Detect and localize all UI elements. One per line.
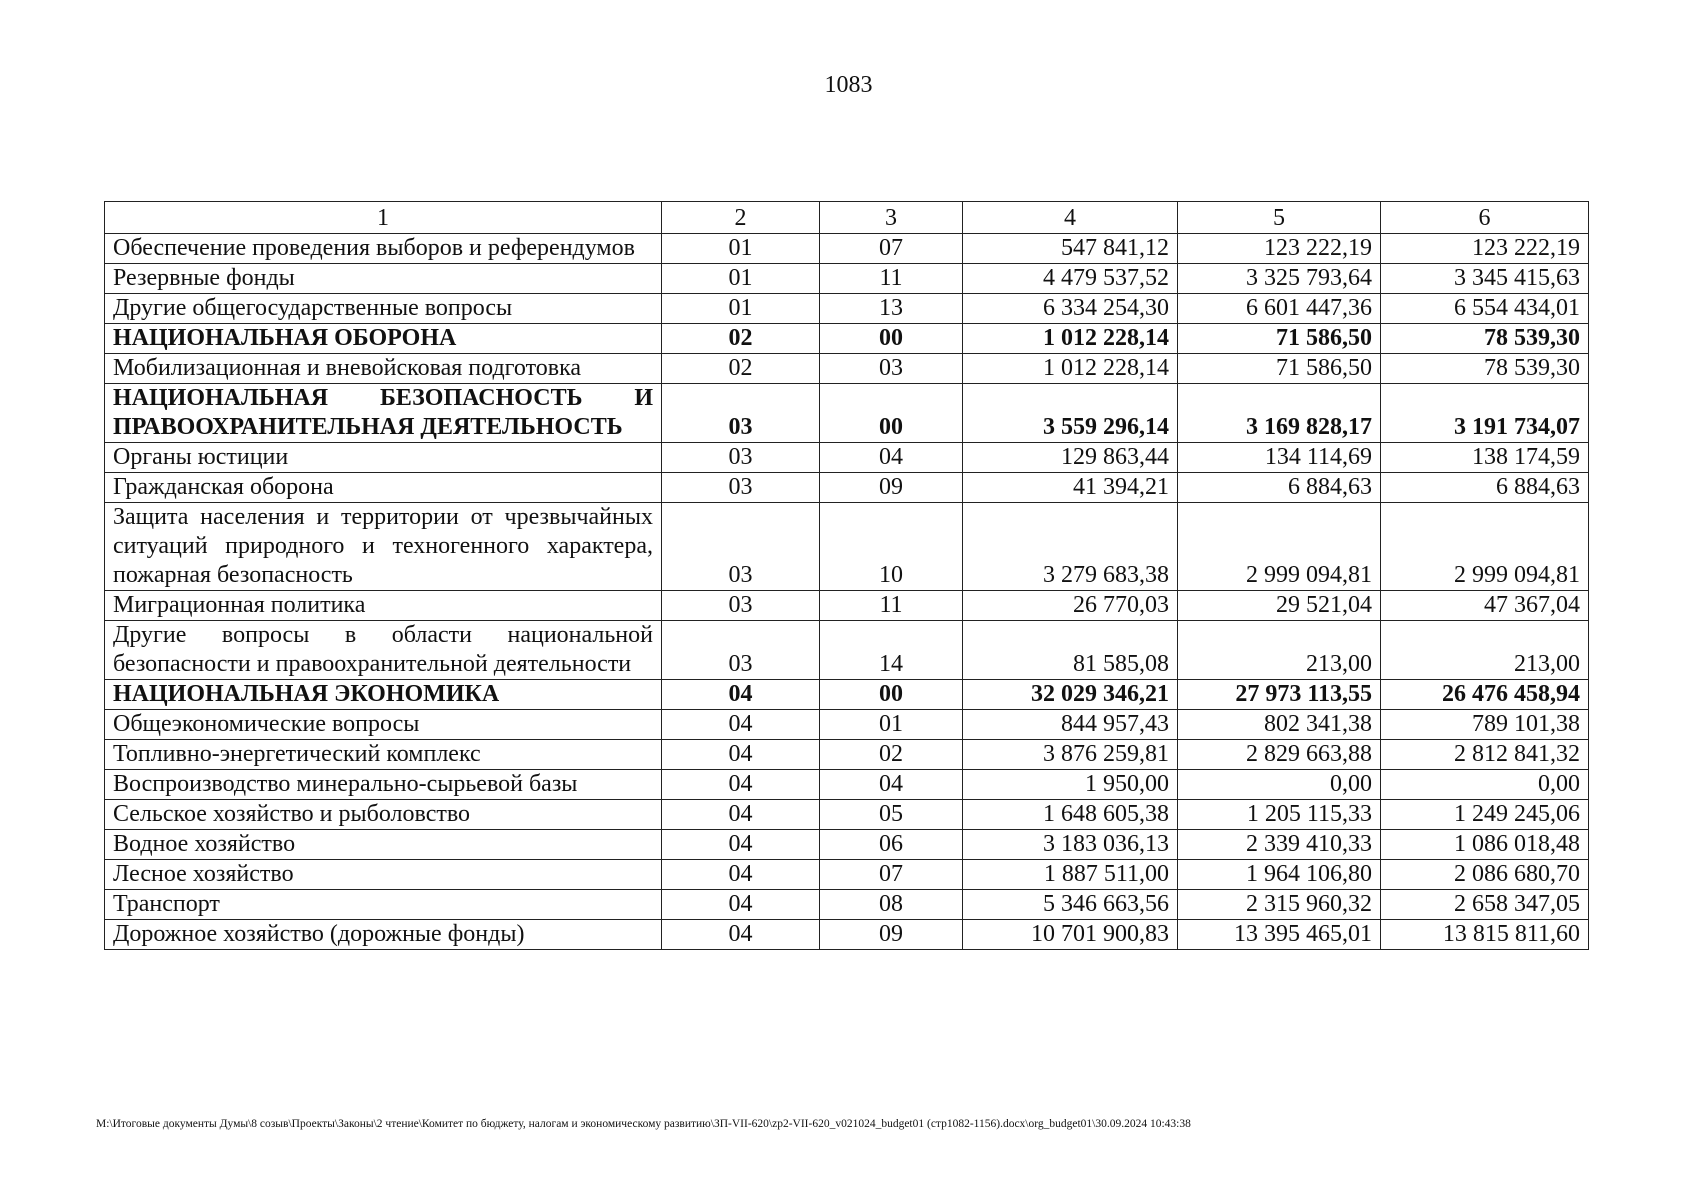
row-section-code: 04 [662,710,820,740]
row-value-col6: 2 812 841,32 [1381,740,1589,770]
row-value-col5: 0,00 [1178,770,1381,800]
row-value-col5: 1 964 106,80 [1178,860,1381,890]
row-name-cell: Транспорт [105,890,662,920]
table-row [105,920,1589,950]
row-value-col5: 3 169 828,17 [1178,384,1381,443]
row-subsection-code: 07 [820,860,963,890]
table-row [105,800,1589,830]
row-value-col4: 6 334 254,30 [963,294,1178,324]
column-header-1: 1 [105,202,662,234]
row-subsection-code: 04 [820,443,963,473]
table-row [105,264,1589,294]
row-value-col4: 1 012 228,14 [963,324,1178,354]
row-section-code: 01 [662,234,820,264]
table-row [105,443,1589,473]
row-name-cell: Сельское хозяйство и рыболовство [105,800,662,830]
row-section-code: 04 [662,830,820,860]
row-section-code: 04 [662,890,820,920]
row-value-col6: 3 191 734,07 [1381,384,1589,443]
row-value-col4: 1 950,00 [963,770,1178,800]
row-value-col5: 213,00 [1178,621,1381,680]
row-name-cell: Органы юстиции [105,443,662,473]
row-value-col6: 47 367,04 [1381,591,1589,621]
row-value-col4: 81 585,08 [963,621,1178,680]
row-value-col6: 213,00 [1381,621,1589,680]
row-section-code: 02 [662,324,820,354]
row-subsection-code: 10 [820,503,963,591]
table-row [105,860,1589,890]
row-value-col4: 5 346 663,56 [963,890,1178,920]
row-section-code: 04 [662,800,820,830]
document-file-path: M:\Итоговые документы Думы\8 созыв\Проекты\Законы\2 чтение\Комитет по бюджету, налогам и экономическому развитию\ЗП-VII-620\zp2-VII-620_v021024_budget01 (стр1082-1156).docx\org_budget01\30.09.2024 10:43:38 [96,1118,1191,1130]
table-row [105,294,1589,324]
row-value-col5: 3 325 793,64 [1178,264,1381,294]
row-value-col5: 134 114,69 [1178,443,1381,473]
table-row [105,591,1589,621]
row-value-col4: 4 479 537,52 [963,264,1178,294]
table-row [105,710,1589,740]
row-section-code: 03 [662,384,820,443]
row-value-col5: 6 884,63 [1178,473,1381,503]
row-subsection-code: 11 [820,591,963,621]
row-subsection-code: 00 [820,680,963,710]
row-value-col5: 2 339 410,33 [1178,830,1381,860]
row-name-cell: Резервные фонды [105,264,662,294]
row-value-col6: 789 101,38 [1381,710,1589,740]
row-section-code: 04 [662,920,820,950]
row-section-code: 02 [662,354,820,384]
row-value-col5: 2 315 960,32 [1178,890,1381,920]
row-section-code: 04 [662,680,820,710]
row-value-col5: 6 601 447,36 [1178,294,1381,324]
row-section-code: 03 [662,591,820,621]
table-body [105,234,1589,950]
row-subsection-code: 00 [820,384,963,443]
row-value-col4: 10 701 900,83 [963,920,1178,950]
row-value-col5: 27 973 113,55 [1178,680,1381,710]
row-name-cell: Воспроизводство минерально-сырьевой базы [105,770,662,800]
row-subsection-code: 06 [820,830,963,860]
row-value-col4: 1 887 511,00 [963,860,1178,890]
row-value-col6: 6 884,63 [1381,473,1589,503]
table-row [105,830,1589,860]
table-row [105,890,1589,920]
row-name-cell: Лесное хозяйство [105,860,662,890]
row-subsection-code: 04 [820,770,963,800]
row-name-cell: НАЦИОНАЛЬНАЯ БЕЗОПАСНОСТЬ И ПРАВООХРАНИТЕЛЬНАЯ ДЕЯТЕЛЬНОСТЬ [105,384,662,443]
table-row [105,354,1589,384]
row-name-cell: Дорожное хозяйство (дорожные фонды) [105,920,662,950]
row-value-col4: 547 841,12 [963,234,1178,264]
row-value-col6: 78 539,30 [1381,324,1589,354]
table-row [105,740,1589,770]
row-value-col6: 26 476 458,94 [1381,680,1589,710]
table-row [105,324,1589,354]
table-row [105,384,1589,443]
row-value-col6: 2 086 680,70 [1381,860,1589,890]
row-value-col4: 32 029 346,21 [963,680,1178,710]
page-number: 1083 [824,72,873,98]
column-header-3: 3 [820,202,963,234]
column-header-2: 2 [662,202,820,234]
table-row [105,680,1589,710]
table-row [105,234,1589,264]
row-value-col6: 1 086 018,48 [1381,830,1589,860]
row-value-col5: 71 586,50 [1178,324,1381,354]
row-subsection-code: 08 [820,890,963,920]
row-value-col6: 138 174,59 [1381,443,1589,473]
row-value-col4: 3 876 259,81 [963,740,1178,770]
row-value-col6: 6 554 434,01 [1381,294,1589,324]
row-section-code: 03 [662,621,820,680]
row-subsection-code: 03 [820,354,963,384]
row-section-code: 01 [662,264,820,294]
row-name-cell: НАЦИОНАЛЬНАЯ ОБОРОНА [105,324,662,354]
row-value-col6: 3 345 415,63 [1381,264,1589,294]
row-section-code: 01 [662,294,820,324]
row-value-col4: 26 770,03 [963,591,1178,621]
row-name-cell: Водное хозяйство [105,830,662,860]
row-value-col6: 0,00 [1381,770,1589,800]
row-subsection-code: 01 [820,710,963,740]
row-value-col6: 78 539,30 [1381,354,1589,384]
row-value-col6: 1 249 245,06 [1381,800,1589,830]
header-row [105,202,1589,234]
row-value-col5: 2 829 663,88 [1178,740,1381,770]
row-value-col4: 3 183 036,13 [963,830,1178,860]
row-name-cell: Общеэкономические вопросы [105,710,662,740]
row-value-col4: 129 863,44 [963,443,1178,473]
row-value-col4: 41 394,21 [963,473,1178,503]
row-value-col4: 1 012 228,14 [963,354,1178,384]
row-name-cell: Другие вопросы в области национальной безопасности и правоохранительной деятельности [105,621,662,680]
row-name-cell: Гражданская оборона [105,473,662,503]
row-subsection-code: 07 [820,234,963,264]
row-subsection-code: 09 [820,920,963,950]
table-row [105,770,1589,800]
table-row [105,621,1589,680]
row-value-col6: 123 222,19 [1381,234,1589,264]
column-header-6: 6 [1381,202,1589,234]
row-value-col4: 3 279 683,38 [963,503,1178,591]
row-value-col5: 71 586,50 [1178,354,1381,384]
row-value-col4: 844 957,43 [963,710,1178,740]
table-row [105,473,1589,503]
row-value-col6: 13 815 811,60 [1381,920,1589,950]
row-value-col5: 123 222,19 [1178,234,1381,264]
row-value-col5: 13 395 465,01 [1178,920,1381,950]
row-subsection-code: 13 [820,294,963,324]
row-subsection-code: 09 [820,473,963,503]
row-value-col6: 2 658 347,05 [1381,890,1589,920]
row-value-col5: 2 999 094,81 [1178,503,1381,591]
row-subsection-code: 05 [820,800,963,830]
table-row [105,503,1589,591]
row-section-code: 03 [662,503,820,591]
row-name-cell: Другие общегосударственные вопросы [105,294,662,324]
row-section-code: 03 [662,443,820,473]
row-name-cell: Мобилизационная и вневойсковая подготовка [105,354,662,384]
row-section-code: 04 [662,740,820,770]
row-name-cell: НАЦИОНАЛЬНАЯ ЭКОНОМИКА [105,680,662,710]
row-name-cell: Топливно-энергетический комплекс [105,740,662,770]
row-subsection-code: 11 [820,264,963,294]
row-value-col5: 802 341,38 [1178,710,1381,740]
budget-table [104,201,1589,950]
row-subsection-code: 00 [820,324,963,354]
column-header-4: 4 [963,202,1178,234]
row-section-code: 04 [662,860,820,890]
row-section-code: 03 [662,473,820,503]
column-header-5: 5 [1178,202,1381,234]
row-value-col5: 1 205 115,33 [1178,800,1381,830]
row-value-col5: 29 521,04 [1178,591,1381,621]
row-value-col6: 2 999 094,81 [1381,503,1589,591]
row-name-cell: Миграционная политика [105,591,662,621]
row-value-col4: 1 648 605,38 [963,800,1178,830]
row-value-col4: 3 559 296,14 [963,384,1178,443]
row-subsection-code: 14 [820,621,963,680]
row-section-code: 04 [662,770,820,800]
row-name-cell: Защита населения и территории от чрезвычайных ситуаций природного и техногенного характера, пожарная безопасность [105,503,662,591]
row-subsection-code: 02 [820,740,963,770]
row-name-cell: Обеспечение проведения выборов и референдумов [105,234,662,264]
